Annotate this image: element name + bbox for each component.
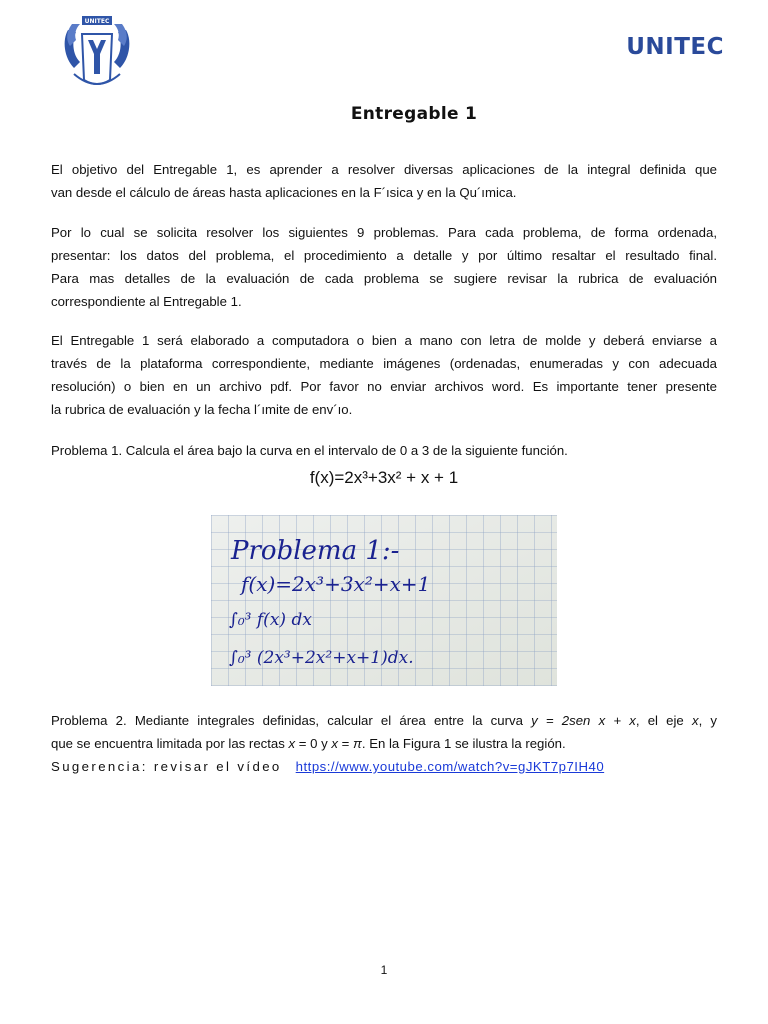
instructions-paragraph (51, 221, 717, 313)
handwritten-notebook-image (211, 515, 557, 686)
paragraph-line: correspondiente al Entregable 1. (51, 294, 242, 309)
handwritten-integral: ∫₀³ f(x) dx (229, 610, 312, 630)
paragraph-line: presentar: los datos del problema, el procedimiento a detalle y por último resaltar el resultado final. (51, 248, 717, 263)
paragraph-line: resolución) o bien en un archivo pdf. Por favor no enviar archivos word. Es importante tener presente (51, 379, 717, 394)
intro-paragraph (51, 158, 717, 204)
youtube-video-link[interactable]: https://www.youtube.com/watch?v=gJKT7p7IH40 (295, 759, 605, 774)
handwritten-integral-expanded: ∫₀³ (2x³+2x²+x+1)dx. (229, 648, 414, 668)
page-number: 1 (380, 963, 388, 977)
problem-1-statement: Problema 1. Calcula el área bajo la curva en el intervalo de 0 a 3 de la siguiente función. (51, 443, 568, 458)
paragraph-line: que se encuentra limitada por las rectas x = 0 y x = π. En la Figura 1 se ilustra la región. (51, 736, 566, 751)
paragraph-line: través de la plataforma correspondiente, mediante imágenes (ordenadas, enumeradas y con adecuada (51, 356, 717, 371)
paragraph-line: Problema 2. Mediante integrales definidas, calcular el área entre la curva y = 2sen x + x, el eje x, y (51, 713, 718, 728)
paragraph-line: van desde el cálculo de áreas hasta aplicaciones en la F´ısica y en la Qu´ımica. (51, 185, 517, 200)
unitec-wordmark: UNITEC (626, 34, 724, 60)
hint-label: Sugerencia: revisar el vídeo (51, 759, 282, 774)
handwritten-title: Problema 1:- (231, 536, 400, 566)
paragraph-line: El Entregable 1 será elaborado a computadora o bien a mano con letra de molde y deberá enviarse a (51, 333, 717, 348)
paragraph-line: la rubrica de evaluación y la fecha l´ımite de env´ıo. (51, 402, 353, 417)
problem-2-statement (51, 709, 717, 755)
problem-2-hint (51, 755, 604, 778)
document-title: Entregable 1 (350, 104, 478, 124)
paragraph-line: Para mas detalles de la evaluación de cada problema se sugiere revisar la rubrica de evaluación (51, 271, 717, 286)
seal-text: UNITEC (84, 18, 110, 25)
problem-1-formula: f(x)=2x³+3x² + x + 1 (309, 468, 459, 487)
handwritten-function: f(x)=2x³+3x²+x+1 (241, 572, 431, 596)
paragraph-line: El objetivo del Entregable 1, es aprender a resolver diversas aplicaciones de la integral definida que (51, 162, 717, 177)
unitec-seal-logo (60, 10, 134, 90)
submission-paragraph (51, 329, 717, 421)
paragraph-line: Por lo cual se solicita resolver los siguientes 9 problemas. Para cada problema, de forma ordenada, (51, 225, 717, 240)
